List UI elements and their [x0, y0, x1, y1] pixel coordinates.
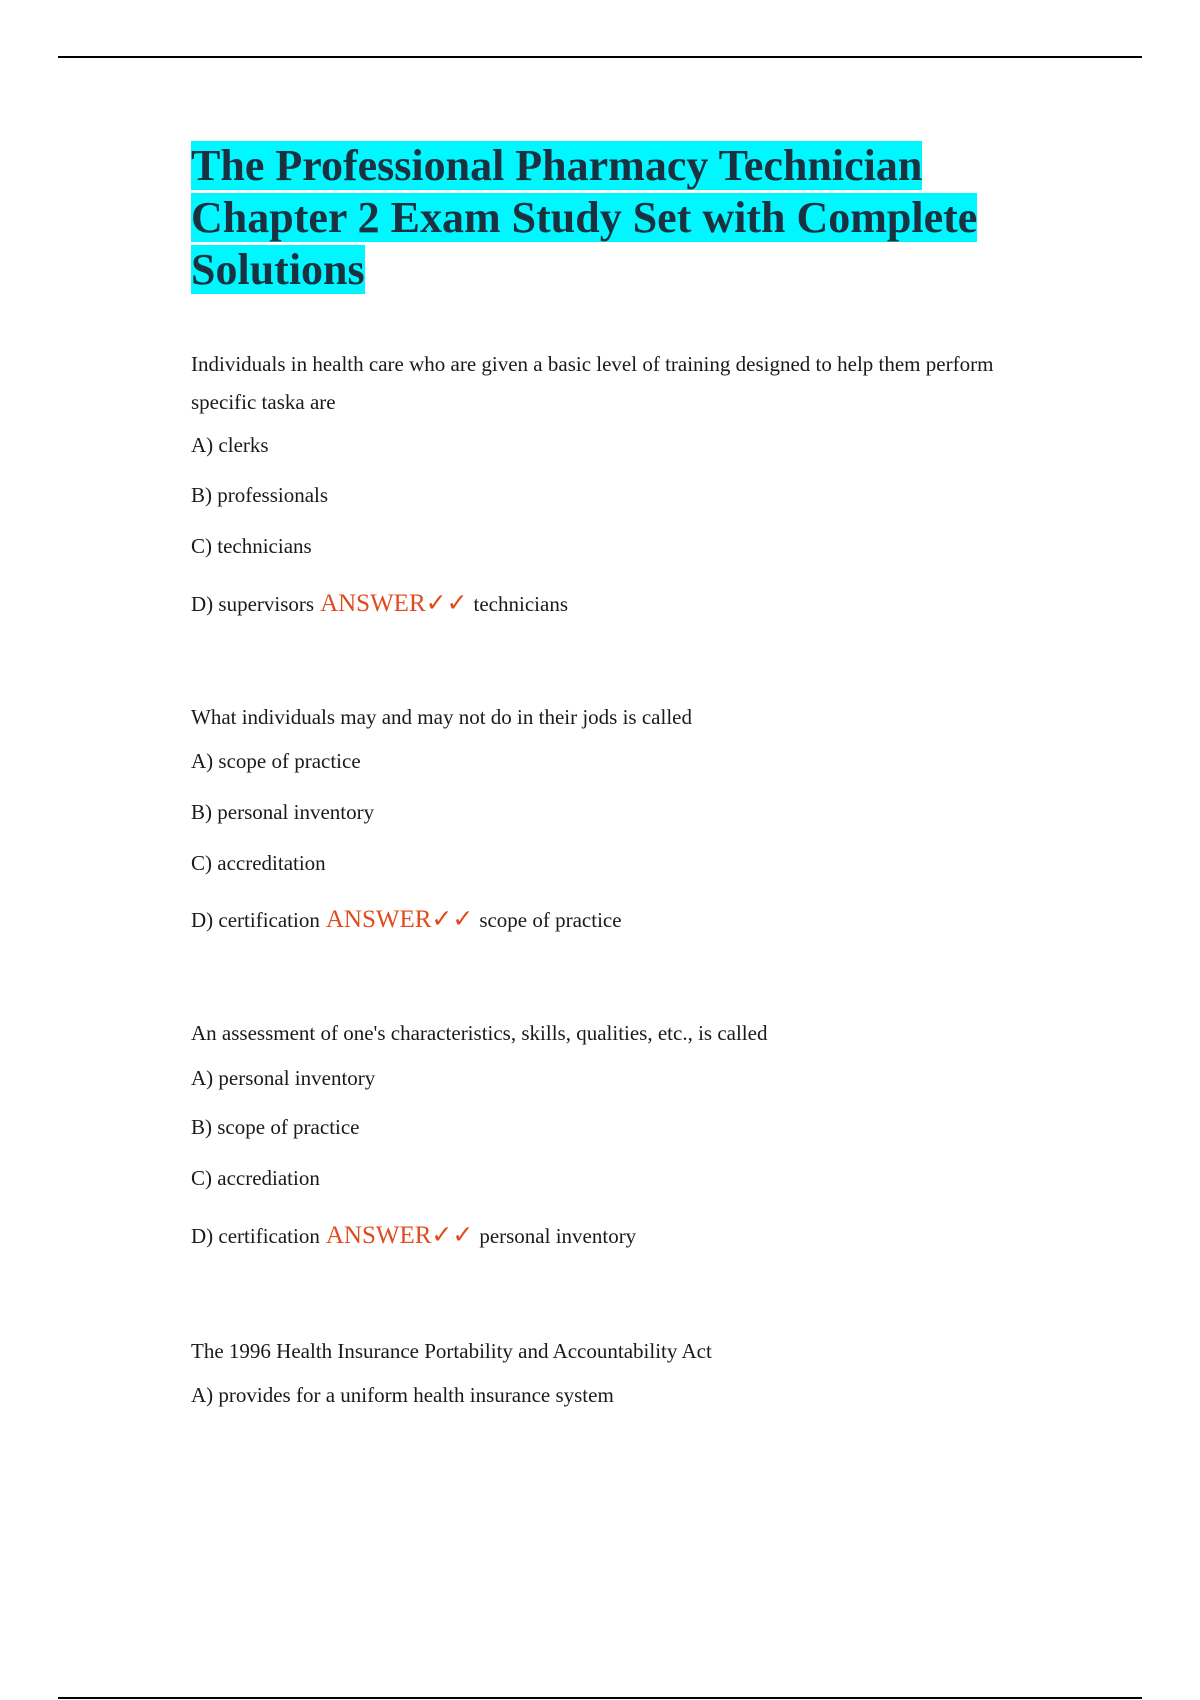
- question-text: Individuals in health care who are given a basic level of training designed to help them perform specific taska are: [191, 352, 994, 414]
- question-2: [191, 698, 1071, 933]
- question-text: An assessment of one's characteristics, skills, qualities, etc., is called: [191, 1021, 768, 1045]
- option-a: A) clerks: [191, 433, 269, 457]
- option-d-with-answer: [191, 907, 622, 933]
- question-4: [191, 1332, 1071, 1407]
- option-d: D) certification: [191, 1224, 320, 1248]
- question-3: [191, 1014, 1071, 1249]
- question-1: [191, 345, 1071, 617]
- option-c: C) accreditation: [191, 851, 326, 875]
- bottom-rule: [58, 1697, 1142, 1699]
- option-a: A) provides for a uniform health insurance system: [191, 1383, 614, 1407]
- option-a: A) personal inventory: [191, 1066, 376, 1090]
- option-d-with-answer: [191, 591, 568, 617]
- option-d-with-answer: [191, 1223, 636, 1249]
- answer-label: ANSWER✓✓: [325, 1222, 474, 1249]
- question-text: The 1996 Health Insurance Portability and Accountability Act: [191, 1339, 712, 1363]
- answer-text: scope of practice: [479, 908, 622, 932]
- top-rule: [58, 56, 1142, 58]
- option-a: A) scope of practice: [191, 749, 361, 773]
- document-body: [191, 140, 1071, 1407]
- option-d: D) certification: [191, 908, 320, 932]
- document-title: [191, 140, 1021, 296]
- answer-label: ANSWER✓✓: [325, 906, 474, 933]
- option-b: B) professionals: [191, 483, 329, 507]
- option-d: D) supervisors: [191, 592, 315, 616]
- option-c: C) accrediation: [191, 1166, 320, 1190]
- answer-label: ANSWER✓✓: [320, 590, 468, 617]
- title-highlight: The Professional Pharmacy Technician Chapter 2 Exam Study Set with Complete Solutions: [191, 141, 978, 294]
- answer-text: personal inventory: [479, 1224, 637, 1248]
- option-c: C) technicians: [191, 534, 312, 558]
- question-text: What individuals may and may not do in their jods is called: [191, 705, 692, 729]
- option-b: B) scope of practice: [191, 1115, 360, 1139]
- option-b: B) personal inventory: [191, 800, 375, 824]
- answer-text: technicians: [473, 592, 568, 616]
